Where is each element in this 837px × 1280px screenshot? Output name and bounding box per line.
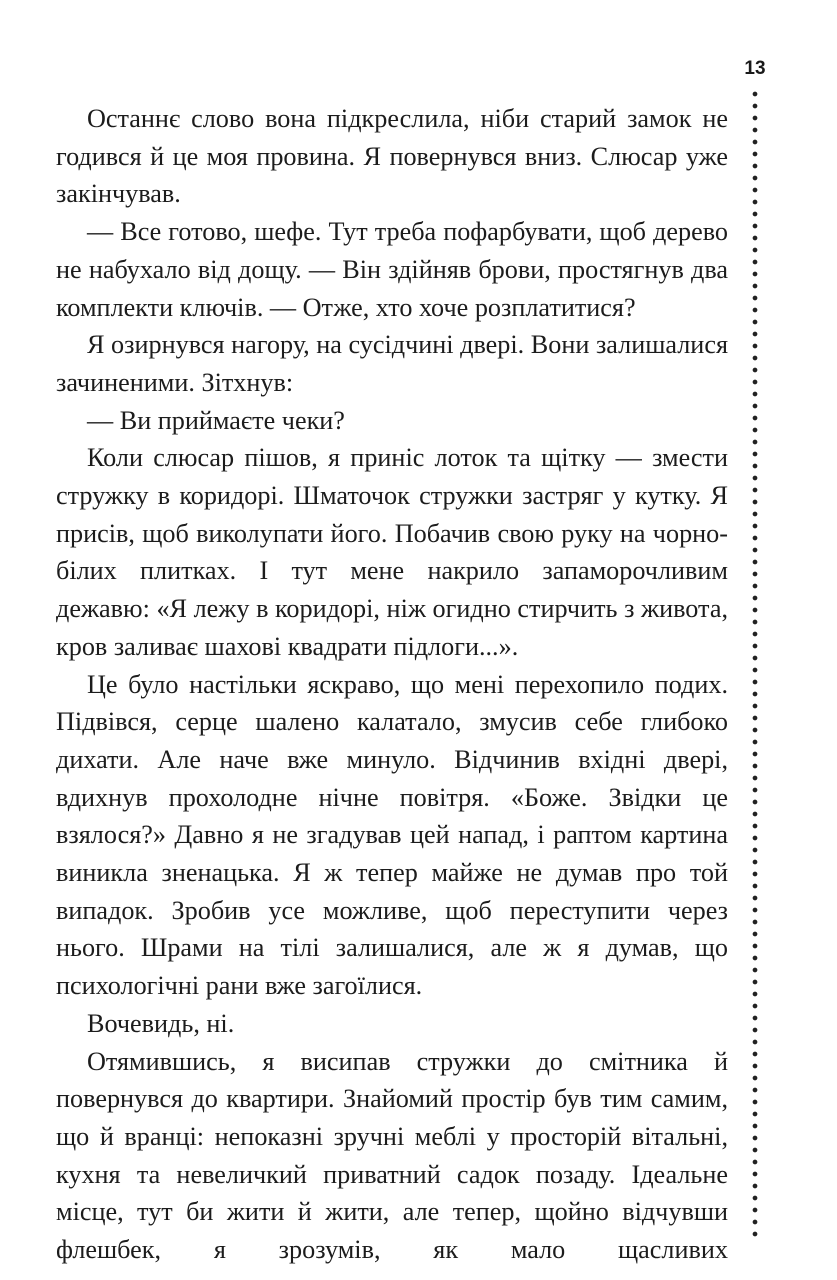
- body-text: [56, 100, 728, 1269]
- paragraph: Коли слюсар пішов, я приніс лоток та щітку — змести стружку в коридорі. Шматочок стружки застряг у кутку. Я присів, щоб виколупати його. Побачив свою руку на чорно-білих плитках. І тут мене накрило запаморочливим дежавю: «Я лежу в коридорі, ніж огидно стирчить з живота, кров заливає шахові квадрати підлоги...».: [56, 443, 728, 661]
- paragraph: — Ви приймаєте чеки?: [87, 405, 345, 435]
- page-number: 13: [744, 58, 766, 79]
- paragraph: Я озирнувся нагору, на сусідчині двері. Вони залишалися зачиненими. Зітхнув:: [56, 330, 728, 397]
- dotted-margin-rule: [752, 88, 758, 1238]
- paragraph: Останнє слово вона підкреслила, ніби старий замок не годився й це моя провина. Я повернувся вниз. Слюсар уже закінчував.: [56, 104, 728, 209]
- paragraph: Отямившись, я висипав стружки до смітника й повернувся до квартири. Знайомий простір був тим самим, що й вранці: непоказні зручні меблі у просторій вітальні, кухня та невеличкий приватний садок позаду. Ідеальне місце, тут би жити й жити, але тепер, щойно відчувши флешбек, я зрозумів, як мало щасливих: [56, 1046, 728, 1265]
- paragraph: — Все готово, шефе. Тут треба пофарбувати, щоб дерево не набухало від дощу. — Він здійняв брови, простягнув два комплекти ключів. — Отже, хто хоче розплатитися?: [56, 217, 728, 322]
- paragraph: Це було настільки яскраво, що мені перехопило подих. Підвівся, серце шалено калатало, змусив себе глибоко дихати. Але наче вже минуло. Відчинив вхідні двері, вдихнув прохолодне нічне повітря. «Боже. Звідки це взялося?» Давно я не згадував цей напад, і раптом картина виникла зненацька. Я ж тепер майже не думав про той випадок. Зробив усе можливе, щоб переступити через нього. Шрами на тілі залишалися, але ж я думав, що психологічні рани вже загоїлися.: [56, 669, 728, 1001]
- paragraph: Вочевидь, ні.: [87, 1008, 235, 1038]
